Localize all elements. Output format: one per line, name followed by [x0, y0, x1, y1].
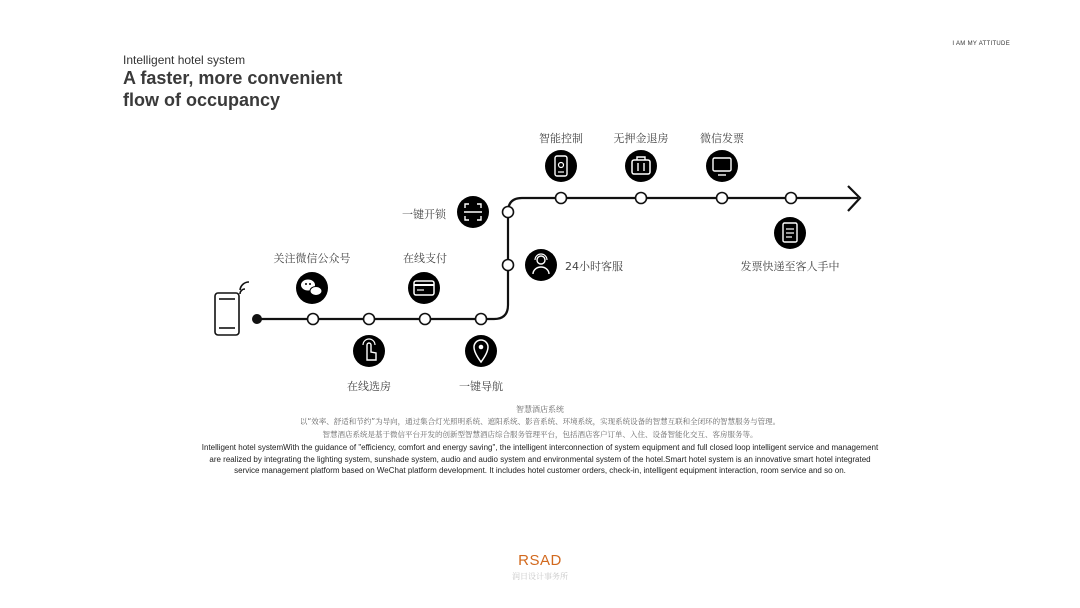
flow-node	[420, 314, 431, 325]
flow-node	[503, 207, 514, 218]
step-label-navigate: 一键导航	[459, 380, 503, 393]
flow-node	[308, 314, 319, 325]
step-label-select-room: 在线选房	[347, 380, 391, 393]
smart-control-icon	[545, 150, 577, 182]
description-cn-line-2: 智慧酒店系统是基于微信平台开发的创新型智慧酒店综合服务管理平台，包括酒店客户订单、入住、设备智能化交互、客房服务等。	[322, 430, 758, 439]
flow-node	[717, 193, 728, 204]
step-label-follow: 关注微信公众号	[273, 252, 351, 265]
customer-service-icon	[525, 249, 557, 281]
credit-card-icon	[408, 272, 440, 304]
attitude-tagline: I AM MY ATTITUDE	[952, 41, 1010, 47]
page-title-line-1: A faster, more convenient	[123, 68, 343, 88]
flow-node	[786, 193, 797, 204]
flow-node	[556, 193, 567, 204]
flow-node	[476, 314, 487, 325]
page-title-line-2: flow of occupancy	[123, 90, 281, 110]
description-cn-line-1: 以“效率、舒适和节约”为导向，通过集合灯光照明系统、遮阳系统、影音系统、环境系统，实现系统设备的智慧互联和全闭环的智慧服务与管理。	[299, 417, 781, 426]
step-label-invoice: 微信发票	[700, 132, 744, 145]
flow-node	[364, 314, 375, 325]
description-en-text: Intelligent hotel systemWith the guidance of "efficiency, comfort and energy saving", the intelligent interconnection of system equipment and full closed loop intelligent service and management are realized by integrating the lighting system, sunshade system, audio and audio system and environmental system of the hotel.Smart hotel system is an innovative smart hotel integrated service management platform based on WeChat platform development. It includes hotel customer orders, check-in, intelligent equipment interaction, room service and so on.	[201, 443, 879, 475]
scan-unlock-icon	[457, 196, 489, 228]
map-pin-icon	[465, 335, 497, 367]
flow-node	[636, 193, 647, 204]
brand-tagline: 润日设计事务所	[512, 572, 568, 581]
document-delivery-icon	[774, 217, 806, 249]
touch-select-icon	[353, 335, 385, 367]
smartphone-icon	[215, 282, 249, 335]
step-label-unlock: 一键开锁	[402, 208, 446, 221]
flow-node	[503, 260, 514, 271]
step-label-delivery: 发票快递至客人手中	[740, 260, 840, 273]
invoice-screen-icon	[706, 150, 738, 182]
step-label-control: 智能控制	[539, 132, 583, 145]
flow-start-dot	[252, 314, 262, 324]
brand-footer	[512, 552, 568, 582]
step-label-service: 24小时客服	[565, 260, 623, 273]
luggage-icon	[625, 150, 657, 182]
system-description	[200, 404, 880, 477]
step-label-checkout: 无押金退房	[613, 132, 669, 145]
wechat-icon	[296, 272, 328, 304]
brand-logo-text: RSAD	[518, 552, 562, 569]
description-cn-title: 智慧酒店系统	[516, 405, 564, 414]
page-subtitle: Intelligent hotel system	[123, 53, 246, 67]
step-label-pay: 在线支付	[403, 252, 447, 265]
